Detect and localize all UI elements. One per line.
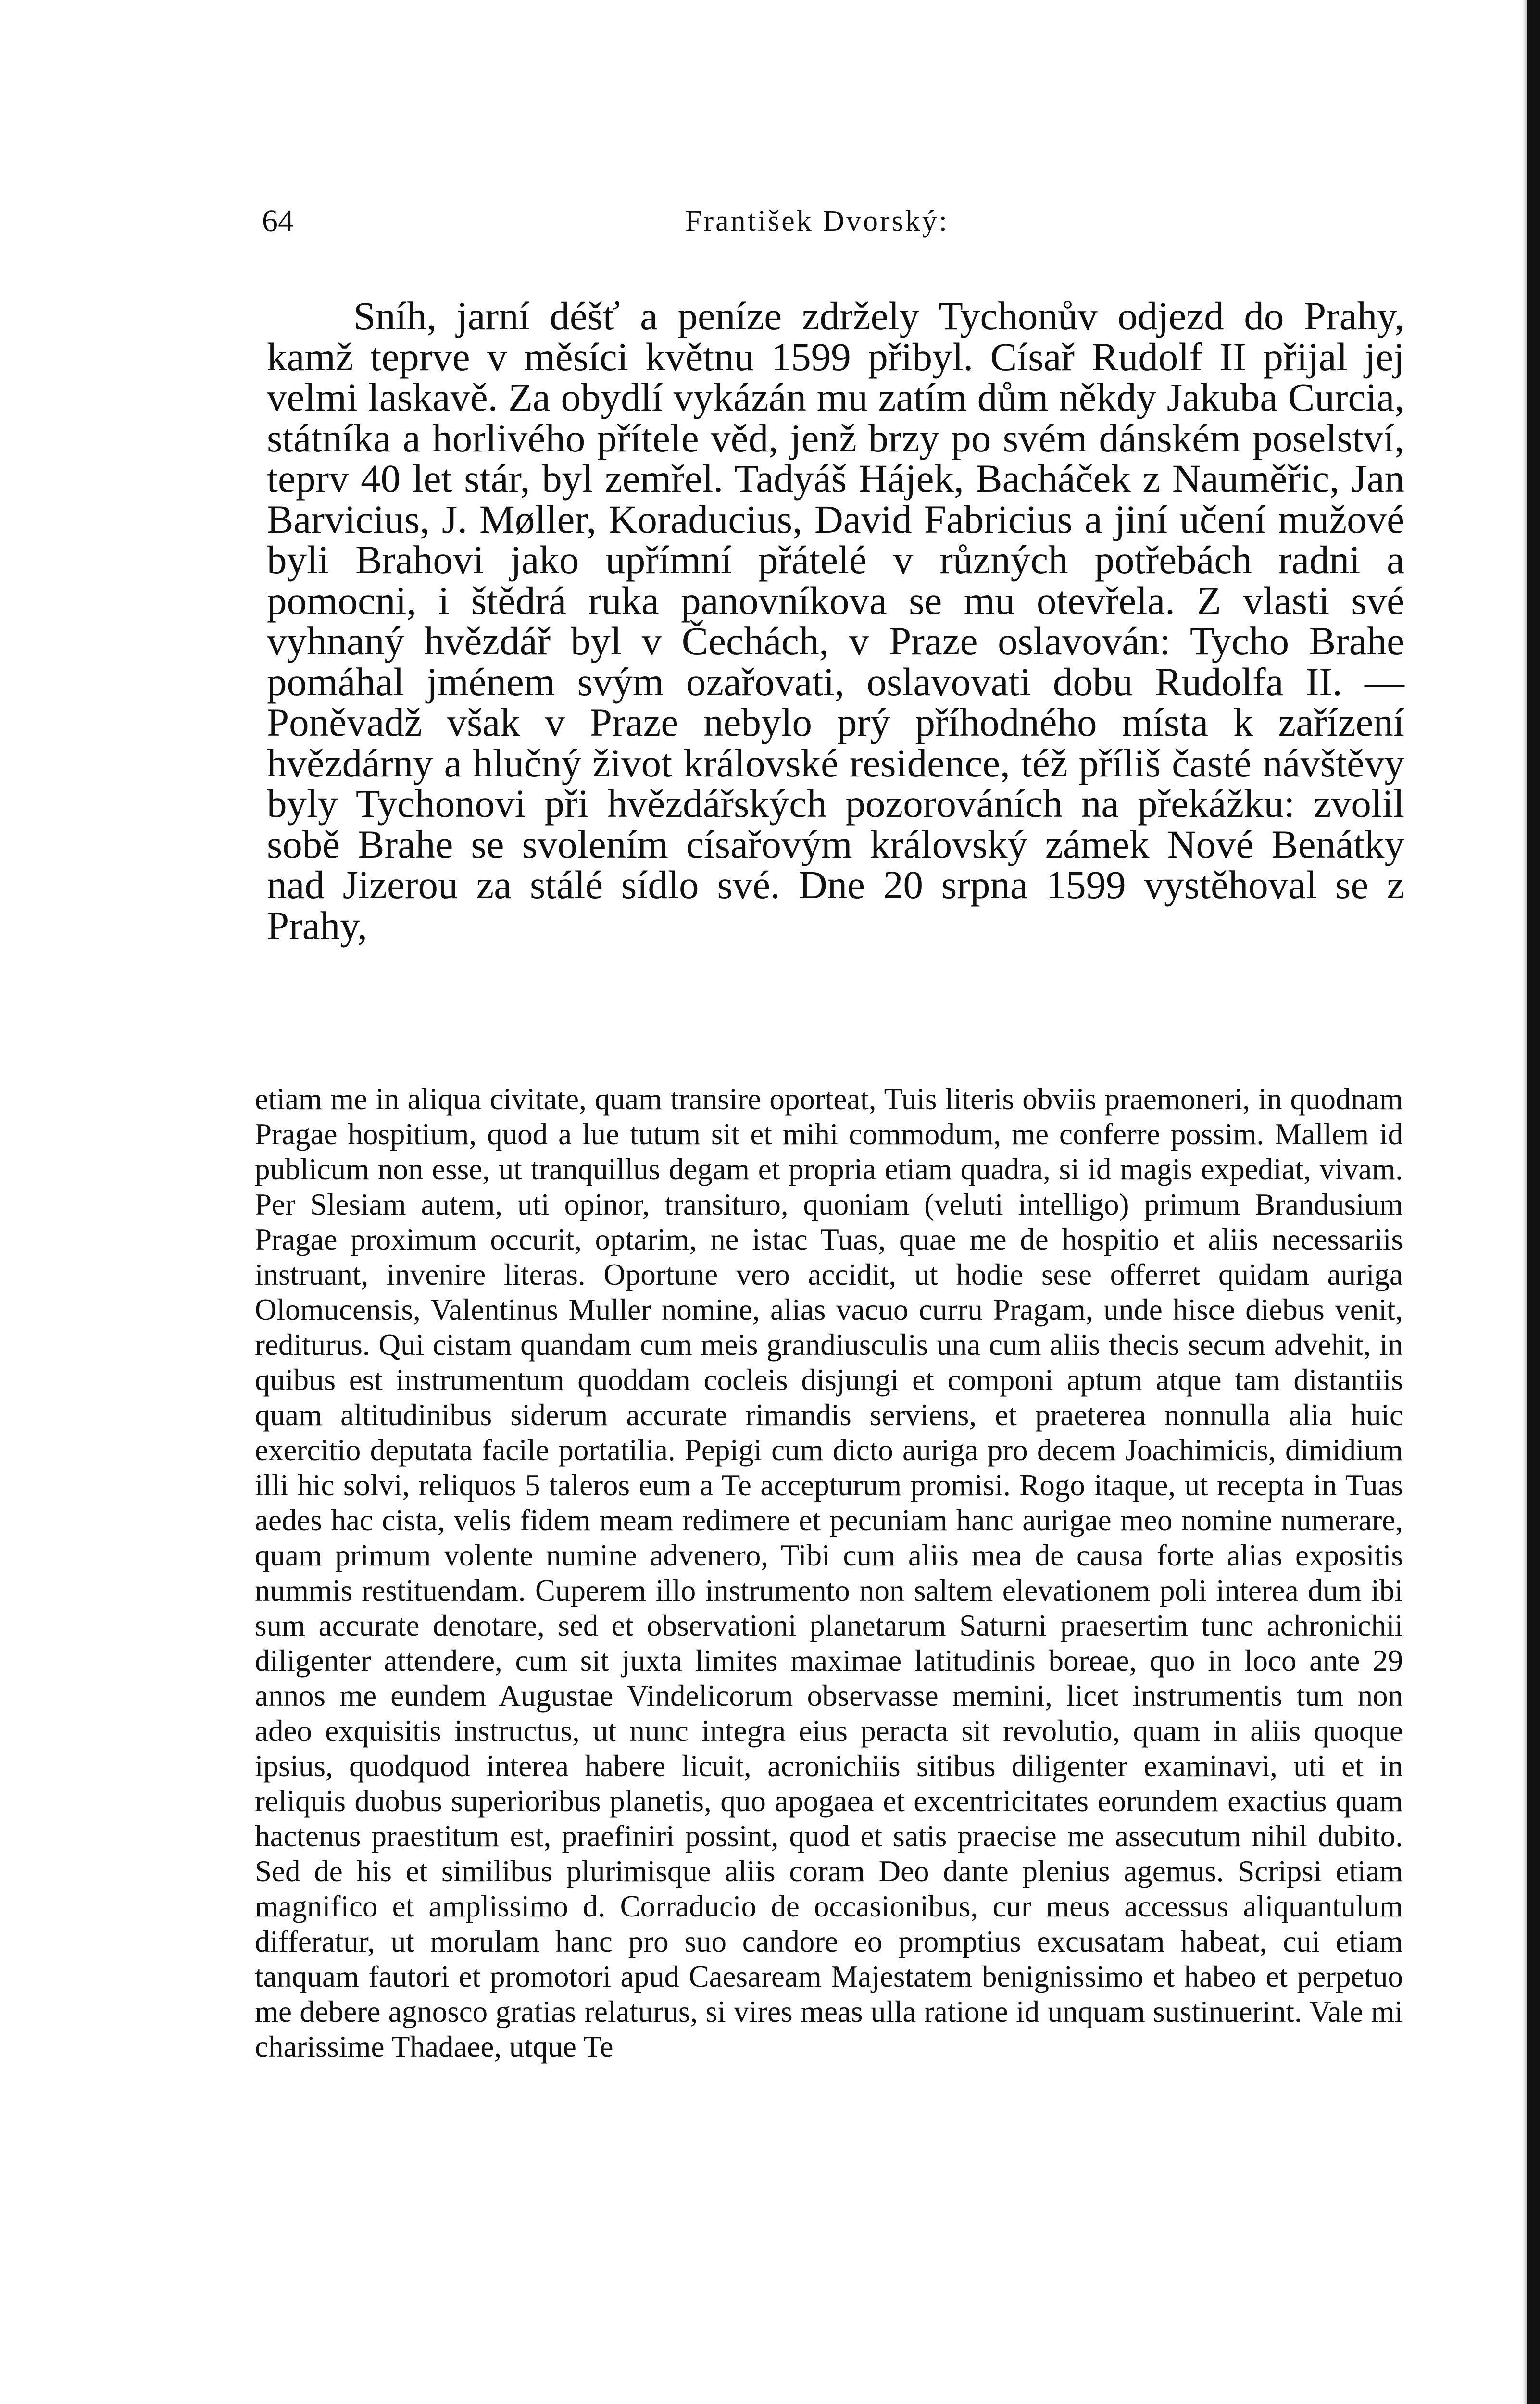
main-paragraph: Sníh, jarní déšť a peníze zdržely Tychonův odjezd do Prahy, kamž teprve v měsíci květnu 1599 přibyl. Císař Rudolf II přijal jej velmi laskavě. Za obydlí vykázán mu zatím dům někdy Jakuba Curcia, státníka a horlivého přítele věd, jenž brzy po svém dánském poselství, teprv 40 let stár, byl zemřel. Tadyáš Hájek, Bacháček z Nauměřic, Jan Barvicius, J. Møller, Koraducius, David Fabricius a jiní učení mužové byli Brahovi jako upřímní přátelé v různých potřebách radni a pomocni, i štědrá ruka panovníkova se mu otevřela. Z vlasti své vyhnaný hvězdář byl v Čechách, v Praze oslavován: Tycho Brahe pomáhal jménem svým ozařovati, oslavovati dobu Rudolfa II. — Poněvadž však v Praze nebylo prý příhodného místa k zařízení hvězdárny a hlučný život královské residence, též příliš časté návštěvy byly Tychonovi při hvězdářských pozorováních na překážku: zvolil sobě Brahe se svolením císařovým královský zámek Nové Benátky nad Jizerou za stálé sídlo své. Dne 20 srpna 1599 vystěhoval se z Prahy,	[267, 294, 1404, 948]
running-head: František Dvorský:	[685, 205, 950, 238]
scan-border	[1527, 0, 1540, 2404]
page-edge-shadow	[1523, 0, 1527, 2404]
page-header	[262, 197, 1368, 245]
latin-letter-quotation: etiam me in aliqua civitate, quam transire oporteat, Tuis literis obviis praemoneri, in quodnam Pragae hospitium, quod a lue tutum sit et mihi commodum, me conferre possim. Mallem id publicum non esse, ut tranquillus degam et propria etiam quadra, si id magis expediat, vivam. Per Slesiam autem, uti opinor, transituro, quoniam (veluti intelligo) primum Brandusium Pragae proximum occurit, optarim, ne istac Tuas, quae me de hospitio et aliis necessariis instruant, invenire literas. Oportune vero accidit, ut hodie sese offerret quidam auriga Olomucensis, Valentinus Muller nomine, alias vacuo curru Pragam, unde hisce diebus venit, rediturus. Qui cistam quandam cum meis grandiusculis una cum aliis thecis secum advehit, in quibus est instrumentum quoddam cocleis disjungi et componi aptum atque tam distantiis quam altitudinibus siderum accurate rimandis serviens, et praeterea nonnulla alia huic exercitio deputata facile portatilia. Pepigi cum dicto auriga pro decem Joachimicis, dimidium illi hic solvi, reliquos 5 taleros eum a Te accepturum promisi. Rogo itaque, ut recepta in Tuas aedes hac cista, velis fidem meam redimere et pecuniam hanc aurigae meo nomine numerare, quam primum volente numine advenero, Tibi cum aliis mea de causa forte alias expositis nummis restituendam. Cuperem illo instrumento non saltem elevationem poli interea dum ibi sum accurate denotare, sed et observationi planetarum Saturni praesertim tunc achronichii diligenter attendere, cum sit juxta limites maximae latitudinis boreae, quo in loco ante 29 annos me eundem Augustae Vindelicorum observasse memini, licet instrumentis tum non adeo exquisitis instructus, ut nunc integra eius peracta sit revolutio, quam in aliis quoque ipsius, quodquod interea habere licuit, acronichiis sitibus diligenter examinavi, uti et in reliquis duobus superioribus planetis, quo apogaea et excentricitates eorundem exactius quam hactenus praestitum est, praefiniri possint, quod et satis praecise me assecutum nihil dubito. Sed de his et similibus plurimisque aliis coram Deo dante plenius agemus. Scripsi etiam magnifico et amplissimo d. Corraducio de occasionibus, cur meus accessus aliquantulum differatur, ut morulam hanc pro suo candore eo promptius excusatam habeat, cui etiam tanquam fautori et promotori apud Caesaream Majestatem benignissimo et habeo et perpetuo me debere agnosco gratias relaturus, si vires meas ulla ratione id unquam sustinuerint. Vale mi charissime Thadaee, utque Te	[255, 1082, 1403, 2064]
page-number: 64	[262, 203, 294, 238]
